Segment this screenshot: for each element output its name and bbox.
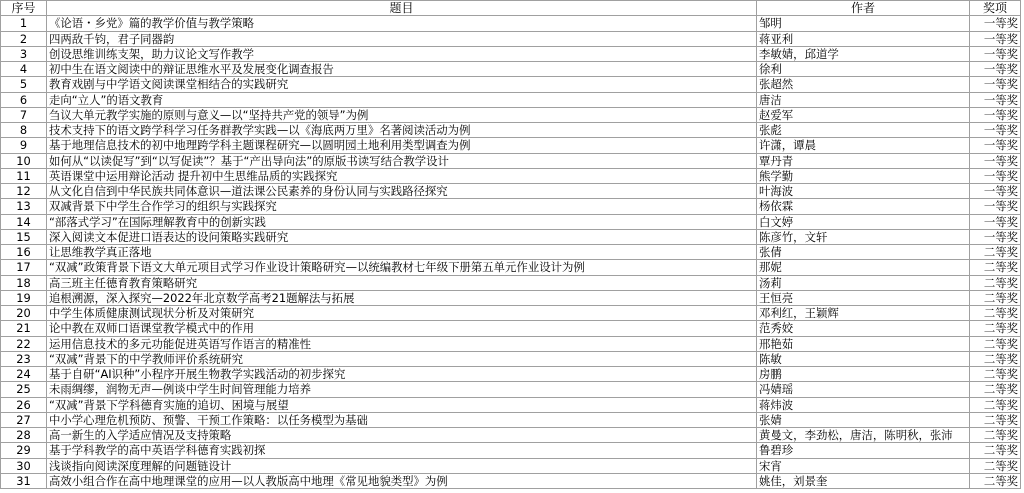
- cell-title: 基于地理信息技术的初中地理跨学科主题课程研究—以圆明园土地利用类型调查为例: [47, 138, 757, 153]
- cell-no: 21: [1, 321, 47, 336]
- cell-title: 从文化自信到中华民族共同体意识—道法课公民素养的身份认同与实践路径探究: [47, 184, 757, 199]
- cell-award: 二等奖: [970, 321, 1021, 336]
- cell-no: 17: [1, 260, 47, 275]
- cell-award: 一等奖: [970, 16, 1021, 31]
- table-row: [1, 473, 1021, 488]
- cell-award: 二等奖: [970, 336, 1021, 351]
- cell-title: 基于自研“AI识种”小程序开展生物教学实践活动的初步探究: [47, 367, 757, 382]
- cell-title: 深入阅读文本促进口语表达的设问策略实践研究: [47, 229, 757, 244]
- cell-author: 白文婷: [757, 214, 970, 229]
- cell-award: 一等奖: [970, 214, 1021, 229]
- table-row: [1, 321, 1021, 336]
- cell-author: 叶海波: [757, 184, 970, 199]
- cell-no: 6: [1, 92, 47, 107]
- cell-award: 二等奖: [970, 428, 1021, 443]
- cell-no: 16: [1, 245, 47, 260]
- cell-no: 2: [1, 31, 47, 46]
- cell-author: 陈敏: [757, 351, 970, 366]
- cell-no: 30: [1, 458, 47, 473]
- cell-author: 姚佳，刘景奎: [757, 473, 970, 488]
- cell-author: 那妮: [757, 260, 970, 275]
- table-row: [1, 351, 1021, 366]
- cell-no: 10: [1, 153, 47, 168]
- cell-award: 二等奖: [970, 473, 1021, 488]
- table-row: [1, 367, 1021, 382]
- cell-award: 一等奖: [970, 107, 1021, 122]
- cell-author: 熊学勤: [757, 168, 970, 183]
- cell-award: 二等奖: [970, 397, 1021, 412]
- cell-title: 运用信息技术的多元功能促进英语写作语言的精准性: [47, 336, 757, 351]
- cell-author: 陈彦竹，文轩: [757, 229, 970, 244]
- table-row: [1, 153, 1021, 168]
- cell-award: 一等奖: [970, 92, 1021, 107]
- cell-author: 房鹏: [757, 367, 970, 382]
- cell-title: 四两敌千钧，君子同器韵: [47, 31, 757, 46]
- cell-author: 许潇，谭晨: [757, 138, 970, 153]
- cell-title: 双减背景下中学生合作学习的组织与实践探究: [47, 199, 757, 214]
- cell-award: 二等奖: [970, 443, 1021, 458]
- cell-no: 3: [1, 46, 47, 61]
- table-row: [1, 184, 1021, 199]
- table-row: [1, 275, 1021, 290]
- cell-no: 26: [1, 397, 47, 412]
- cell-no: 13: [1, 199, 47, 214]
- table-row: [1, 428, 1021, 443]
- cell-title: 高一新生的入学适应情况及支持策略: [47, 428, 757, 443]
- cell-title: 论中教在双师口语课堂教学模式中的作用: [47, 321, 757, 336]
- cell-award: 二等奖: [970, 245, 1021, 260]
- table-row: [1, 31, 1021, 46]
- table-body: [1, 16, 1021, 489]
- cell-author: 汤莉: [757, 275, 970, 290]
- cell-no: 29: [1, 443, 47, 458]
- cell-award: 二等奖: [970, 367, 1021, 382]
- cell-award: 二等奖: [970, 306, 1021, 321]
- cell-author: 唐洁: [757, 92, 970, 107]
- header-award: 奖项: [970, 1, 1021, 16]
- cell-no: 22: [1, 336, 47, 351]
- cell-title: 技术支持下的语文跨学科学习任务群教学实践—以《海底两万里》名著阅读活动为例: [47, 123, 757, 138]
- cell-no: 24: [1, 367, 47, 382]
- cell-title: 《论语・乡党》篇的教学价值与教学策略: [47, 16, 757, 31]
- cell-title: “双减”政策背景下语文大单元项目式学习作业设计策略研究—以统编教材七年级下册第五单元作业设计为例: [47, 260, 757, 275]
- cell-award: 一等奖: [970, 62, 1021, 77]
- cell-award: 二等奖: [970, 458, 1021, 473]
- cell-no: 11: [1, 168, 47, 183]
- cell-award: 一等奖: [970, 123, 1021, 138]
- cell-award: 一等奖: [970, 168, 1021, 183]
- cell-author: 张超然: [757, 77, 970, 92]
- table-row: [1, 260, 1021, 275]
- cell-title: 中小学心理危机预防、预警、干预工作策略：以任务模型为基础: [47, 412, 757, 427]
- table-row: [1, 123, 1021, 138]
- cell-author: 蒋炜波: [757, 397, 970, 412]
- table-row: [1, 290, 1021, 305]
- cell-author: 张婧: [757, 412, 970, 427]
- cell-no: 9: [1, 138, 47, 153]
- table-row: [1, 16, 1021, 31]
- header-row: [1, 1, 1021, 16]
- cell-no: 27: [1, 412, 47, 427]
- cell-no: 28: [1, 428, 47, 443]
- cell-author: 冯婧瑶: [757, 382, 970, 397]
- cell-title: “双减”背景下学科德育实施的追切、困境与展望: [47, 397, 757, 412]
- cell-title: 浅谈指向阅读深度理解的问题链设计: [47, 458, 757, 473]
- cell-title: 高效小组合作在高中地理课堂的应用—以人教版高中地理《常见地貌类型》为例: [47, 473, 757, 488]
- cell-award: 二等奖: [970, 351, 1021, 366]
- table-row: [1, 306, 1021, 321]
- table-row: [1, 336, 1021, 351]
- cell-title: 初中生在语文阅读中的辩证思维水平及发展变化调查报告: [47, 62, 757, 77]
- cell-no: 8: [1, 123, 47, 138]
- cell-author: 张倩: [757, 245, 970, 260]
- cell-award: 一等奖: [970, 31, 1021, 46]
- cell-no: 15: [1, 229, 47, 244]
- table-row: [1, 397, 1021, 412]
- cell-title: 让思维教学真正落地: [47, 245, 757, 260]
- cell-no: 1: [1, 16, 47, 31]
- cell-no: 31: [1, 473, 47, 488]
- cell-no: 14: [1, 214, 47, 229]
- cell-author: 李敏婧，邱道学: [757, 46, 970, 61]
- header-title: 题目: [47, 1, 757, 16]
- cell-no: 18: [1, 275, 47, 290]
- cell-author: 蒋亚利: [757, 31, 970, 46]
- cell-award: 二等奖: [970, 260, 1021, 275]
- table-row: [1, 92, 1021, 107]
- cell-award: 二等奖: [970, 382, 1021, 397]
- table-row: [1, 107, 1021, 122]
- cell-title: 创设思维训练支架，助力议论文写作教学: [47, 46, 757, 61]
- cell-author: 黄曼文，李劲松，唐洁，陈明秋，张沛: [757, 428, 970, 443]
- table-row: [1, 199, 1021, 214]
- cell-award: 一等奖: [970, 184, 1021, 199]
- cell-no: 12: [1, 184, 47, 199]
- cell-title: 高三班主任德育教育策略研究: [47, 275, 757, 290]
- cell-award: 一等奖: [970, 153, 1021, 168]
- cell-title: 如何从“以读促写”到“以写促读”？基于“产出导向法”的原版书读写结合教学设计: [47, 153, 757, 168]
- cell-author: 鲁碧珍: [757, 443, 970, 458]
- cell-award: 二等奖: [970, 412, 1021, 427]
- cell-no: 23: [1, 351, 47, 366]
- table-row: [1, 214, 1021, 229]
- cell-award: 一等奖: [970, 46, 1021, 61]
- cell-no: 25: [1, 382, 47, 397]
- header-no: 序号: [1, 1, 47, 16]
- table-row: [1, 138, 1021, 153]
- table-row: [1, 168, 1021, 183]
- cell-title: “部落式学习”在国际理解教育中的创新实践: [47, 214, 757, 229]
- cell-no: 4: [1, 62, 47, 77]
- cell-no: 7: [1, 107, 47, 122]
- cell-award: 二等奖: [970, 290, 1021, 305]
- cell-title: 英语课堂中运用辩论活动 提升初中生思维品质的实践探究: [47, 168, 757, 183]
- cell-no: 20: [1, 306, 47, 321]
- cell-title: 教育戏剧与中学语文阅读课堂相结合的实践研究: [47, 77, 757, 92]
- cell-award: 一等奖: [970, 138, 1021, 153]
- table-header: [1, 1, 1021, 16]
- cell-award: 一等奖: [970, 229, 1021, 244]
- cell-award: 二等奖: [970, 275, 1021, 290]
- table-row: [1, 458, 1021, 473]
- cell-author: 徐利: [757, 62, 970, 77]
- cell-title: “双减”背景下的中学教师评价系统研究: [47, 351, 757, 366]
- cell-title: 刍议大单元教学实施的原则与意义—以“坚持共产党的领导”为例: [47, 107, 757, 122]
- cell-author: 张彪: [757, 123, 970, 138]
- cell-award: 一等奖: [970, 199, 1021, 214]
- table-row: [1, 77, 1021, 92]
- cell-title: 未雨绸缪，润物无声—例谈中学生时间管理能力培养: [47, 382, 757, 397]
- table-row: [1, 382, 1021, 397]
- cell-author: 邢艳茹: [757, 336, 970, 351]
- table-row: [1, 245, 1021, 260]
- cell-author: 宋宵: [757, 458, 970, 473]
- table-row: [1, 412, 1021, 427]
- table-row: [1, 443, 1021, 458]
- cell-author: 赵爱军: [757, 107, 970, 122]
- cell-author: 范秀姣: [757, 321, 970, 336]
- cell-no: 5: [1, 77, 47, 92]
- cell-no: 19: [1, 290, 47, 305]
- cell-author: 邹明: [757, 16, 970, 31]
- cell-title: 追根溯源，深入探究—2022年北京数学高考21题解法与拓展: [47, 290, 757, 305]
- cell-author: 王恒亮: [757, 290, 970, 305]
- table-row: [1, 46, 1021, 61]
- cell-title: 走向“立人”的语文教育: [47, 92, 757, 107]
- header-author: 作者: [757, 1, 970, 16]
- cell-title: 中学生体质健康测试现状分析及对策研究: [47, 306, 757, 321]
- table-row: [1, 229, 1021, 244]
- cell-author: 覃丹青: [757, 153, 970, 168]
- table-row: [1, 62, 1021, 77]
- cell-author: 杨依霖: [757, 199, 970, 214]
- cell-award: 一等奖: [970, 77, 1021, 92]
- cell-author: 邓利红，王颖辉: [757, 306, 970, 321]
- cell-title: 基于学科教学的高中英语学科德育实践初探: [47, 443, 757, 458]
